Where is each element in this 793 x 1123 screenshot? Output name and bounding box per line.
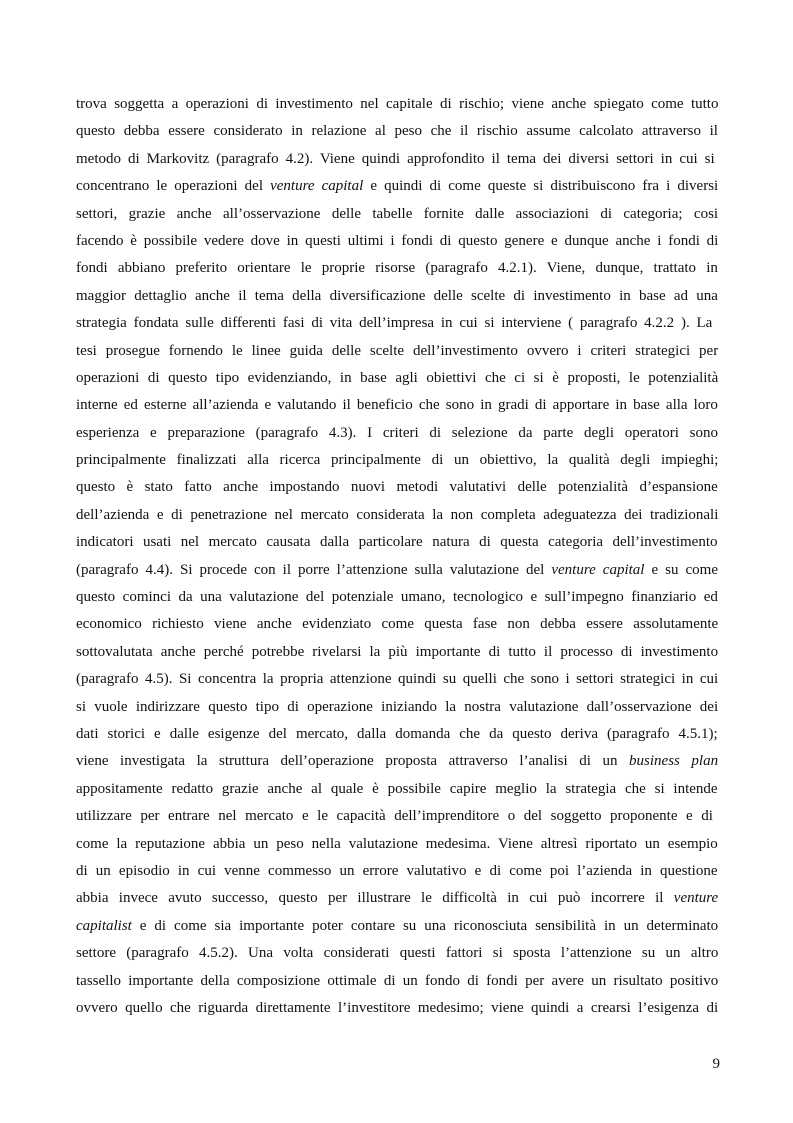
- text-span: principalmente finalizzati alla ricerca principalmente di un obiettivo, la qualità degli impieghi;: [76, 452, 719, 469]
- text-span: operazioni di questo tipo evidenziando, in base agli obiettivi che ci si è proposti, le potenzialità: [76, 369, 719, 386]
- italic-text-span: business plan: [629, 753, 719, 770]
- text-line: [76, 639, 718, 666]
- text-span: si vuole indirizzare questo tipo di operazione iniziando la nostra valutazione dall’osservazione dei: [76, 698, 719, 715]
- text-line: [76, 748, 718, 775]
- text-span: (paragrafo 4.5). Si concentra la propria attenzione quindi su quelli che sono i settori strategici in cui: [76, 671, 719, 688]
- text-span: metodo di Markovitz (paragrafo 4.2). Viene quindi approfondito il tema dei diversi settori in cui si: [76, 150, 715, 167]
- text-span: utilizzare per entrare nel mercato e le capacità dell’imprenditore o del soggetto proponente e di: [76, 808, 713, 825]
- text-line: [76, 91, 718, 118]
- text-span: e quindi di come queste si distribuiscono fra i diversi: [363, 178, 719, 195]
- text-line: [76, 529, 718, 556]
- page-number: 9: [712, 1056, 720, 1072]
- text-line: [76, 338, 718, 365]
- text-line: [76, 611, 718, 638]
- text-span: e su come: [644, 561, 718, 578]
- text-line: [76, 474, 718, 501]
- text-line: [76, 666, 718, 693]
- text-span: viene investigata la struttura dell’operazione proposta attraverso l’analisi di un: [76, 753, 630, 770]
- text-line: [76, 913, 718, 940]
- text-line: [76, 255, 718, 282]
- text-span: facendo è possibile vedere dove in questi ultimi i fondi di questo genere e dunque anche i fondi di: [76, 232, 719, 249]
- text-line: [76, 365, 718, 392]
- italic-text-span: venture capital: [270, 178, 364, 195]
- text-span: dell’azienda e di penetrazione nel mercato considerata la non completa adeguatezza dei tradizionali: [76, 506, 719, 523]
- text-span: settori, grazie anche all’osservazione delle tabelle fornite dalle associazioni di categoria; cosi: [76, 205, 719, 222]
- text-span: (paragrafo 4.4). Si procede con il porre l’attenzione sulla valutazione del: [76, 561, 552, 578]
- body-text: [76, 91, 718, 1022]
- text-span: settore (paragrafo 4.5.2). Una volta considerati questi fattori si sposta l’attenzione su un altro: [76, 945, 719, 962]
- text-line: [76, 502, 718, 529]
- text-span: e di come sia importante poter contare su una riconosciuta sensibilità in un determinato: [131, 917, 719, 934]
- text-span: ovvero quello che riguarda direttamente l’investitore medesimo; viene quindi a crearsi l’esigenza di: [76, 999, 719, 1016]
- text-span: appositamente redatto grazie anche al quale è possibile capire meglio la strategia che si intende: [76, 780, 718, 797]
- text-line: [76, 420, 718, 447]
- text-span: maggior dettaglio anche il tema della diversificazione delle scelte di investimento in base ad una: [76, 287, 718, 304]
- text-span: tesi prosegue fornendo le linee guida delle scelte dell’investimento ovvero i criteri strategici per: [76, 342, 719, 359]
- text-line: [76, 283, 718, 310]
- text-span: tassello importante della composizione ottimale di un fondo di fondi per avere un risultato positivo: [76, 972, 719, 989]
- text-span: come la reputazione abbia un peso nella valutazione medesima. Viene altresì riportato un esempio: [76, 835, 718, 852]
- text-line: [76, 803, 718, 830]
- text-line: [76, 228, 718, 255]
- text-line: [76, 694, 718, 721]
- text-line: [76, 584, 718, 611]
- text-line: [76, 995, 718, 1022]
- text-span: esperienza e preparazione (paragrafo 4.3). I criteri di selezione da parte degli operatori sono: [76, 424, 718, 441]
- text-span: interne ed esterne all’azienda e valutando il beneficio che sono in gradi di apportare in base alla loro: [76, 397, 718, 414]
- text-line: [76, 858, 718, 885]
- text-span: sottovalutata anche perché potrebbe rivelarsi la più importante di tutto il processo di investimento: [76, 643, 719, 660]
- text-span: concentrano le operazioni del: [76, 178, 271, 195]
- italic-text-span: venture: [673, 890, 719, 907]
- text-line: [76, 968, 718, 995]
- text-span: indicatori usati nel mercato causata dalla particolare natura di questa categoria dell’investimento: [76, 534, 718, 551]
- text-span: di un episodio in cui venne commesso un errore valutativo e di come poi l’azienda in questione: [76, 862, 718, 879]
- text-line: [76, 885, 718, 912]
- text-span: dati storici e dalle esigenze del mercato, dalla domanda che da questo deriva (paragrafo 4.5.1);: [76, 725, 718, 742]
- text-span: questo è stato fatto anche impostando nuovi metodi valutativi delle potenzialità d’espansione: [76, 479, 718, 496]
- text-line: [76, 201, 718, 228]
- text-line: [76, 310, 718, 337]
- text-span: fondi abbiano preferito orientare le proprie risorse (paragrafo 4.2.1). Viene, dunque, trattato in: [76, 260, 718, 277]
- text-span: strategia fondata sulle differenti fasi di vita dell’impresa in cui si interviene ( paragrafo 4.2.2 ). La: [76, 315, 713, 332]
- text-line: [76, 447, 718, 474]
- text-line: [76, 776, 718, 803]
- italic-text-span: capitalist: [76, 917, 132, 934]
- text-line: [76, 118, 718, 145]
- text-span: questo debba essere considerato in relazione al peso che il rischio assume calcolato attraverso il: [76, 123, 718, 140]
- text-line: [76, 557, 718, 584]
- text-span: economico richiesto viene anche evidenziato come questa fase non debba essere assolutamente: [76, 616, 719, 633]
- text-line: [76, 146, 718, 173]
- text-line: [76, 392, 718, 419]
- text-span: trova soggetta a operazioni di investimento nel capitale di rischio; viene anche spiegato come tutto: [76, 96, 719, 112]
- text-line: [76, 173, 718, 200]
- text-span: abbia invece avuto successo, questo per illustrare le difficoltà in cui può incorrere il: [76, 890, 674, 907]
- text-line: [76, 721, 718, 748]
- text-line: [76, 940, 718, 967]
- text-line: [76, 831, 718, 858]
- italic-text-span: venture capital: [551, 561, 645, 578]
- text-span: questo cominci da una valutazione del potenziale umano, tecnologico e sull’impegno finanziario ed: [76, 589, 718, 606]
